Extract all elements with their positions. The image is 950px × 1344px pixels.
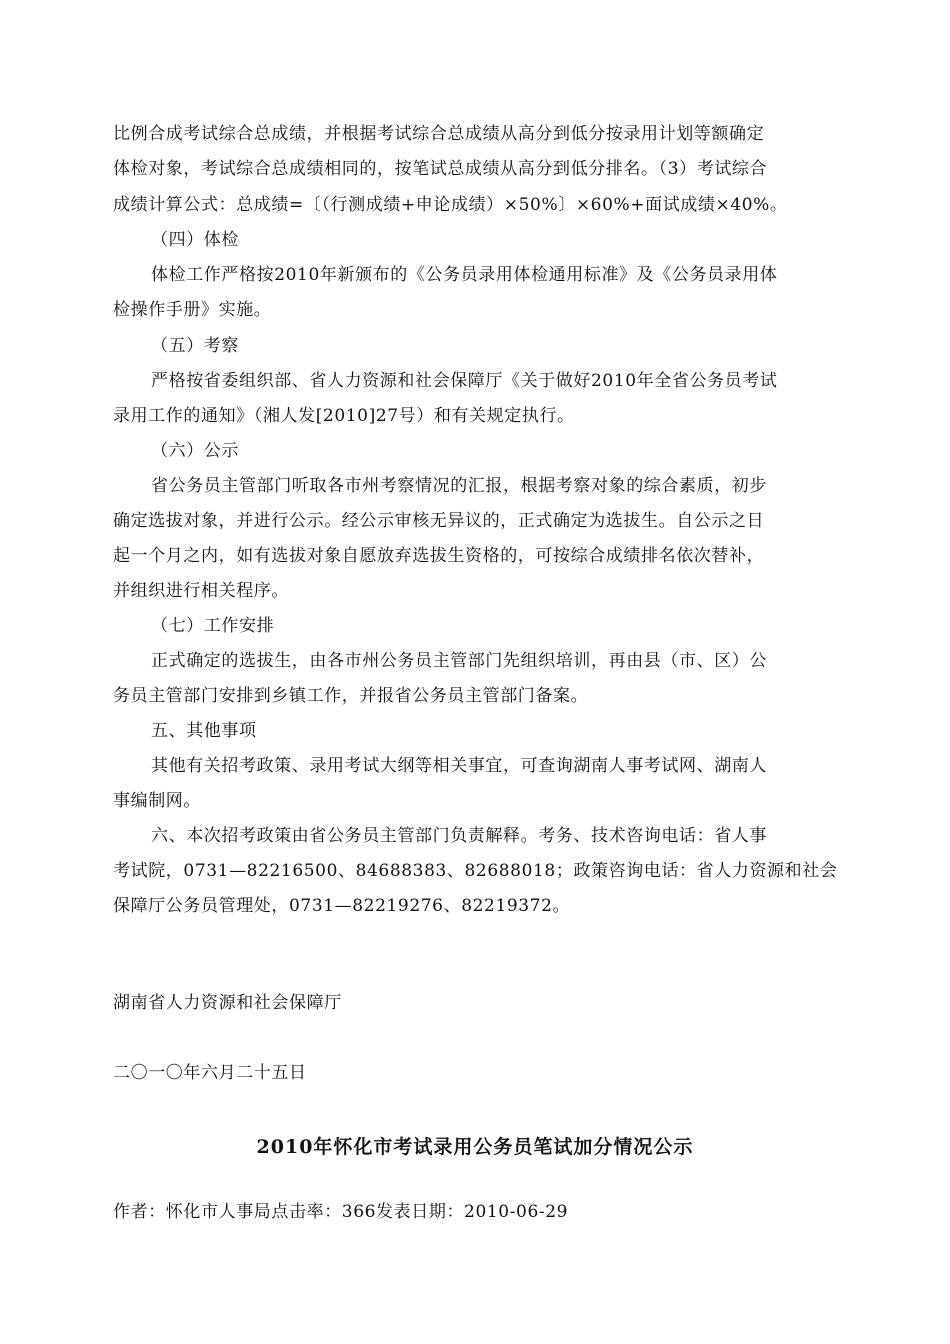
signature-organization: 湖南省人力资源和社会保障厅 [113, 993, 342, 1013]
paragraph-line: 考试院，0731—82216500、84688383、82688018；政策咨询电话：省人力资源和社会 [113, 861, 838, 881]
paragraph-line: 体检工作严格按2010年新颁布的《公务员录用体检通用标准》及《公务员录用体 [151, 265, 778, 285]
paragraph-line: 六、本次招考政策由省公务员主管部门负责解释。考务、技术咨询电话：省人事 [151, 826, 767, 846]
paragraph-line: 确定选拔对象，并进行公示。经公示审核无异议的，正式确定为选拔生。自公示之日 [113, 511, 765, 531]
paragraph-line: 并组织进行相关程序。 [113, 581, 289, 601]
signature-date: 二〇一〇年六月二十五日 [113, 1063, 307, 1083]
section-heading: （六）公示 [151, 441, 239, 461]
article-byline: 作者：怀化市人事局点击率：366发表日期：2010-06-29 [113, 1202, 569, 1222]
paragraph-line: 省公务员主管部门听取各市州考察情况的汇报，根据考察对象的综合素质，初步 [151, 476, 767, 496]
article-title: 2010年怀化市考试录用公务员笔试加分情况公示 [256, 1136, 694, 1158]
paragraph-line: 保障厅公务员管理处，0731—82219276、82219372。 [113, 896, 571, 916]
paragraph-line: 体检对象，考试综合总成绩相同的，按笔试总成绩从高分到低分排名。（3）考试综合 [113, 159, 768, 179]
paragraph-line: 成绩计算公式：总成绩=〔（行测成绩+申论成绩）×50%〕×60%+面试成绩×40%。 [113, 195, 788, 215]
section-heading: （七）工作安排 [151, 616, 275, 636]
paragraph-line: 正式确定的选拔生，由各市州公务员主管部门先组织培训，再由县（市、区）公 [151, 651, 767, 671]
section-heading: （四）体检 [151, 230, 239, 250]
paragraph-line: 事编制网。 [113, 791, 201, 811]
paragraph-line: 检操作手册》实施。 [113, 300, 272, 320]
paragraph-line: 其他有关招考政策、录用考试大纲等相关事宜，可查询湖南人事考试网、湖南人 [151, 756, 767, 776]
paragraph-line: 录用工作的通知》（湘人发[2010]27号）和有关规定执行。 [113, 406, 575, 426]
paragraph-line: 比例合成考试综合总成绩，并根据考试综合总成绩从高分到低分按录用计划等额确定 [113, 124, 765, 144]
paragraph-line: 严格按省委组织部、省人力资源和社会保障厅《关于做好2010年全省公务员考试 [151, 371, 778, 391]
paragraph-line: 务员主管部门安排到乡镇工作，并报省公务员主管部门备案。 [113, 686, 589, 706]
paragraph-line: 起一个月之内，如有选拔对象自愿放弃选拔生资格的，可按综合成绩排名依次替补， [113, 546, 765, 566]
section-heading: （五）考察 [151, 336, 239, 356]
section-heading: 五、其他事项 [151, 721, 257, 741]
